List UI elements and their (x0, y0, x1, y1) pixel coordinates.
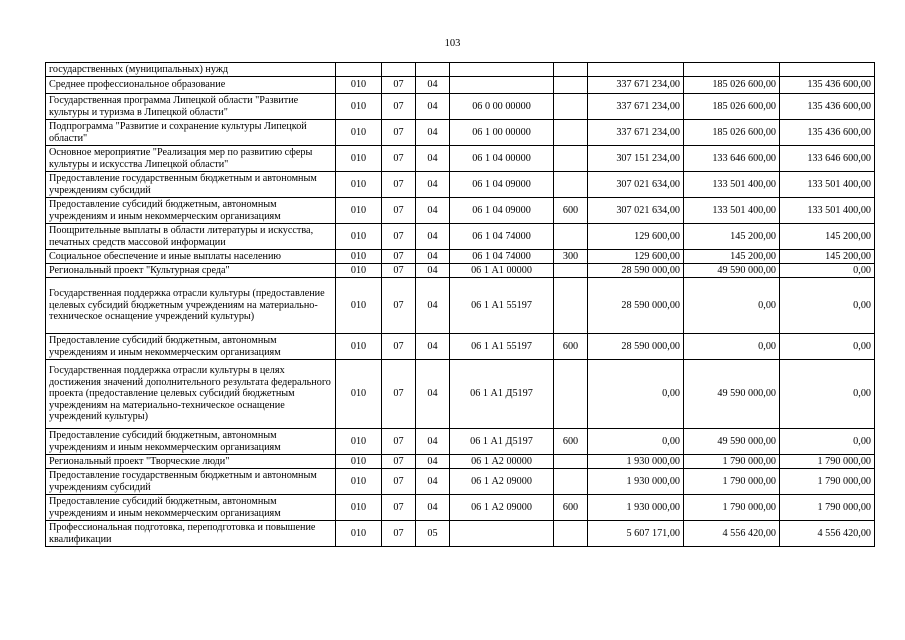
row-amount-1: 1 930 000,00 (588, 455, 684, 469)
row-expense-type (554, 146, 588, 172)
row-expense-type (554, 521, 588, 547)
row-ministry-code (336, 63, 382, 77)
table-row (46, 250, 875, 264)
row-expense-type (554, 278, 588, 334)
row-ministry-code: 010 (336, 224, 382, 250)
page-number: 103 (444, 38, 461, 49)
row-target-code: 06 0 00 00000 (450, 94, 554, 120)
row-section-code: 07 (382, 469, 416, 495)
row-amount-2: 4 556 420,00 (684, 521, 780, 547)
row-amount-1: 307 151 234,00 (588, 146, 684, 172)
table-row (46, 224, 875, 250)
row-expense-type (554, 172, 588, 198)
row-amount-1: 28 590 000,00 (588, 278, 684, 334)
row-target-code: 06 1 А2 09000 (450, 495, 554, 521)
row-ministry-code: 010 (336, 469, 382, 495)
row-amount-1: 129 600,00 (588, 224, 684, 250)
table-row (46, 120, 875, 146)
row-subsection-code: 04 (416, 429, 450, 455)
row-amount-2: 1 790 000,00 (684, 455, 780, 469)
table-row (46, 521, 875, 547)
table-row (46, 495, 875, 521)
row-amount-1: 0,00 (588, 429, 684, 455)
row-subsection-code: 04 (416, 334, 450, 360)
row-subsection-code: 04 (416, 120, 450, 146)
row-amount-3: 0,00 (780, 264, 875, 278)
row-amount-1: 307 021 634,00 (588, 172, 684, 198)
row-section-code: 07 (382, 495, 416, 521)
table-row (46, 360, 875, 429)
row-section-code: 07 (382, 360, 416, 429)
row-section-code: 07 (382, 455, 416, 469)
row-amount-3: 0,00 (780, 278, 875, 334)
row-amount-2: 145 200,00 (684, 250, 780, 264)
row-section-code: 07 (382, 334, 416, 360)
row-subsection-code: 04 (416, 495, 450, 521)
row-amount-1: 307 021 634,00 (588, 198, 684, 224)
row-amount-2: 133 501 400,00 (684, 172, 780, 198)
row-expense-type (554, 360, 588, 429)
row-amount-2: 145 200,00 (684, 224, 780, 250)
row-section-code: 07 (382, 278, 416, 334)
row-amount-3: 0,00 (780, 429, 875, 455)
row-target-code: 06 1 А2 09000 (450, 469, 554, 495)
row-amount-1 (588, 63, 684, 77)
row-amount-2: 185 026 600,00 (684, 77, 780, 94)
row-amount-2: 0,00 (684, 278, 780, 334)
row-section-code: 07 (382, 521, 416, 547)
row-target-code: 06 1 А2 00000 (450, 455, 554, 469)
row-subsection-code: 04 (416, 455, 450, 469)
row-ministry-code: 010 (336, 334, 382, 360)
row-ministry-code: 010 (336, 77, 382, 94)
row-expense-type (554, 120, 588, 146)
row-target-code: 06 1 04 00000 (450, 146, 554, 172)
row-amount-1: 1 930 000,00 (588, 469, 684, 495)
row-amount-3: 135 436 600,00 (780, 120, 875, 146)
row-name: государственных (муниципальных) нужд (46, 63, 336, 77)
row-amount-3: 133 646 600,00 (780, 146, 875, 172)
row-ministry-code: 010 (336, 172, 382, 198)
row-amount-3: 145 200,00 (780, 224, 875, 250)
table-row (46, 198, 875, 224)
row-amount-3 (780, 63, 875, 77)
row-expense-type (554, 224, 588, 250)
table-row (46, 264, 875, 278)
row-amount-1: 129 600,00 (588, 250, 684, 264)
row-subsection-code: 04 (416, 250, 450, 264)
row-ministry-code: 010 (336, 521, 382, 547)
row-amount-3: 133 501 400,00 (780, 198, 875, 224)
row-ministry-code: 010 (336, 429, 382, 455)
row-expense-type: 600 (554, 334, 588, 360)
row-amount-1: 337 671 234,00 (588, 94, 684, 120)
row-target-code: 06 1 А1 55197 (450, 278, 554, 334)
row-section-code: 07 (382, 429, 416, 455)
row-subsection-code: 04 (416, 278, 450, 334)
row-amount-2: 185 026 600,00 (684, 94, 780, 120)
row-ministry-code: 010 (336, 278, 382, 334)
row-subsection-code: 04 (416, 77, 450, 94)
row-subsection-code: 04 (416, 264, 450, 278)
table-row (46, 77, 875, 94)
row-target-code: 06 1 А1 00000 (450, 264, 554, 278)
row-expense-type: 600 (554, 429, 588, 455)
row-amount-1: 337 671 234,00 (588, 120, 684, 146)
row-target-code: 06 1 04 09000 (450, 198, 554, 224)
row-section-code (382, 63, 416, 77)
row-amount-1: 28 590 000,00 (588, 334, 684, 360)
row-name: Региональный проект "Культурная среда" (46, 264, 336, 278)
row-name: Социальное обеспечение и иные выплаты населению (46, 250, 336, 264)
row-target-code: 06 1 А1 55197 (450, 334, 554, 360)
row-amount-3: 133 501 400,00 (780, 172, 875, 198)
table-row (46, 172, 875, 198)
row-name: Предоставление субсидий бюджетным, автономным учреждениям и иным некоммерческим организациям (46, 334, 336, 360)
row-ministry-code: 010 (336, 146, 382, 172)
row-target-code: 06 1 04 74000 (450, 250, 554, 264)
row-target-code (450, 63, 554, 77)
row-amount-3: 4 556 420,00 (780, 521, 875, 547)
row-amount-2: 1 790 000,00 (684, 469, 780, 495)
row-name: Государственная поддержка отрасли культуры (предоставление целевых субсидий бюджетным учреждениям на материально-техническое оснащение учреждений культуры) (46, 278, 336, 334)
row-amount-3: 0,00 (780, 360, 875, 429)
row-expense-type (554, 264, 588, 278)
row-amount-1: 1 930 000,00 (588, 495, 684, 521)
row-name: Региональный проект "Творческие люди" (46, 455, 336, 469)
table-row (46, 469, 875, 495)
row-target-code (450, 521, 554, 547)
row-amount-2: 49 590 000,00 (684, 360, 780, 429)
row-expense-type (554, 77, 588, 94)
row-section-code: 07 (382, 77, 416, 94)
table-row (46, 455, 875, 469)
row-section-code: 07 (382, 250, 416, 264)
row-ministry-code: 010 (336, 264, 382, 278)
table-row (46, 94, 875, 120)
row-ministry-code: 010 (336, 120, 382, 146)
row-amount-2: 185 026 600,00 (684, 120, 780, 146)
row-target-code: 06 1 04 74000 (450, 224, 554, 250)
row-amount-3: 135 436 600,00 (780, 77, 875, 94)
row-subsection-code: 04 (416, 360, 450, 429)
row-expense-type: 600 (554, 495, 588, 521)
row-subsection-code: 04 (416, 172, 450, 198)
row-amount-3: 145 200,00 (780, 250, 875, 264)
row-name: Предоставление субсидий бюджетным, автономным учреждениям и иным некоммерческим организациям (46, 429, 336, 455)
row-ministry-code: 010 (336, 455, 382, 469)
row-target-code: 06 1 00 00000 (450, 120, 554, 146)
row-target-code: 06 1 А1 Д5197 (450, 429, 554, 455)
row-ministry-code: 010 (336, 360, 382, 429)
row-name: Предоставление субсидий бюджетным, автономным учреждениям и иным некоммерческим организациям (46, 495, 336, 521)
row-ministry-code: 010 (336, 495, 382, 521)
table-row (46, 63, 875, 77)
row-name: Основное мероприятие "Реализация мер по развитию сферы культуры и искусства Липецкой области" (46, 146, 336, 172)
row-name: Государственная поддержка отрасли культуры в целях достижения значений дополнительного результата федерального проекта (предоставление целевых субсидий бюджетным учреждениям на материально-техническое оснащение учреждений культуры) (46, 360, 336, 429)
row-section-code: 07 (382, 198, 416, 224)
row-subsection-code: 04 (416, 224, 450, 250)
budget-table (45, 62, 875, 547)
row-amount-2: 133 501 400,00 (684, 198, 780, 224)
table-row (46, 429, 875, 455)
row-name: Государственная программа Липецкой области "Развитие культуры и туризма в Липецкой области" (46, 94, 336, 120)
row-section-code: 07 (382, 146, 416, 172)
row-amount-2: 49 590 000,00 (684, 429, 780, 455)
row-amount-3: 1 790 000,00 (780, 469, 875, 495)
row-amount-1: 28 590 000,00 (588, 264, 684, 278)
row-section-code: 07 (382, 264, 416, 278)
row-target-code: 06 1 04 09000 (450, 172, 554, 198)
row-amount-2: 133 646 600,00 (684, 146, 780, 172)
row-amount-2: 0,00 (684, 334, 780, 360)
row-amount-3: 1 790 000,00 (780, 495, 875, 521)
row-name: Предоставление государственным бюджетным и автономным учреждениям субсидий (46, 469, 336, 495)
row-expense-type (554, 469, 588, 495)
row-expense-type (554, 63, 588, 77)
row-expense-type: 600 (554, 198, 588, 224)
row-amount-3: 1 790 000,00 (780, 455, 875, 469)
row-section-code: 07 (382, 172, 416, 198)
row-target-code: 06 1 А1 Д5197 (450, 360, 554, 429)
row-section-code: 07 (382, 224, 416, 250)
row-subsection-code (416, 63, 450, 77)
row-amount-3: 0,00 (780, 334, 875, 360)
row-amount-3: 135 436 600,00 (780, 94, 875, 120)
table-row (46, 278, 875, 334)
row-subsection-code: 04 (416, 146, 450, 172)
table-row (46, 334, 875, 360)
row-name: Предоставление государственным бюджетным и автономным учреждениям субсидий (46, 172, 336, 198)
row-section-code: 07 (382, 94, 416, 120)
row-subsection-code: 04 (416, 469, 450, 495)
row-subsection-code: 05 (416, 521, 450, 547)
row-name: Профессиональная подготовка, переподготовка и повышение квалификации (46, 521, 336, 547)
table-row (46, 146, 875, 172)
row-amount-1: 0,00 (588, 360, 684, 429)
row-amount-2: 49 590 000,00 (684, 264, 780, 278)
row-name: Предоставление субсидий бюджетным, автономным учреждениям и иным некоммерческим организациям (46, 198, 336, 224)
row-name: Подпрограмма "Развитие и сохранение культуры Липецкой области" (46, 120, 336, 146)
row-amount-2 (684, 63, 780, 77)
row-name: Среднее профессиональное образование (46, 77, 336, 94)
row-ministry-code: 010 (336, 198, 382, 224)
row-subsection-code: 04 (416, 94, 450, 120)
row-amount-1: 5 607 171,00 (588, 521, 684, 547)
row-subsection-code: 04 (416, 198, 450, 224)
row-amount-1: 337 671 234,00 (588, 77, 684, 94)
row-expense-type (554, 94, 588, 120)
row-ministry-code: 010 (336, 250, 382, 264)
row-ministry-code: 010 (336, 94, 382, 120)
row-section-code: 07 (382, 120, 416, 146)
row-target-code (450, 77, 554, 94)
row-amount-2: 1 790 000,00 (684, 495, 780, 521)
row-name: Поощрительные выплаты в области литературы и искусства, печатных средств массовой информации (46, 224, 336, 250)
row-expense-type: 300 (554, 250, 588, 264)
row-expense-type (554, 455, 588, 469)
